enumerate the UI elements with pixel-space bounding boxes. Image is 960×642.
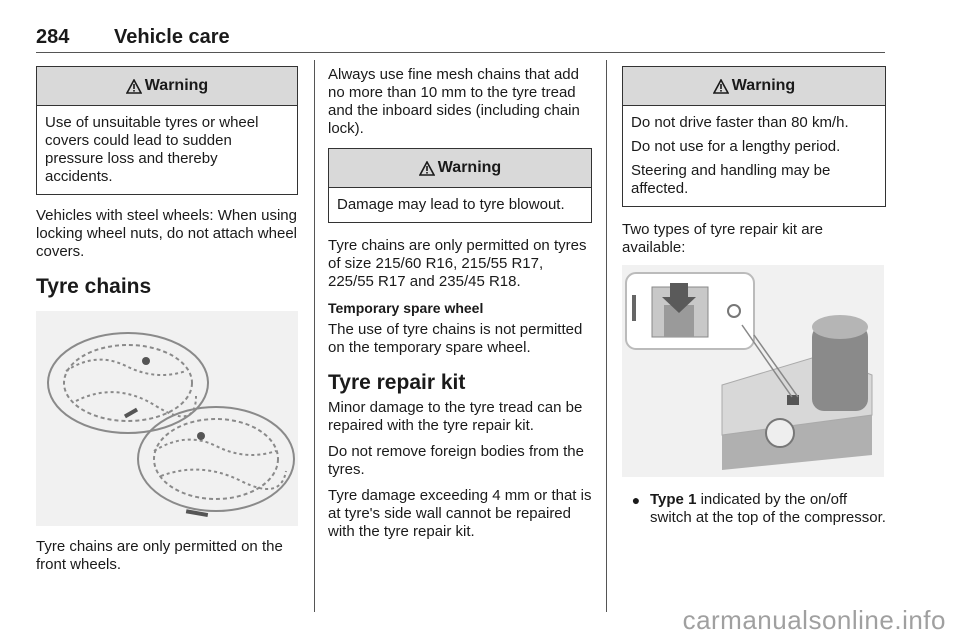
column-2 <box>328 66 592 549</box>
list-item-type-1 <box>622 491 886 527</box>
warning-header <box>37 67 297 106</box>
repair-kit-text-3: Tyre damage exceeding 4 mm or that is at tyre's side wall cannot be repaired with the tyre repair kit. <box>328 487 592 540</box>
temporary-spare-wheel-subhead: Temporary spare wheel <box>328 300 484 316</box>
warning-triangle-icon <box>419 161 435 176</box>
warning-line-speed: Do not drive faster than 80 km/h. <box>631 114 849 131</box>
watermark: carmanualsonline.info <box>682 605 946 635</box>
warning-body: Damage may lead to tyre blowout. <box>337 196 565 213</box>
repair-kit-types-text: Two types of tyre repair kit are available: <box>622 221 823 256</box>
chain-sizes-text: Tyre chains are only permitted on tyres of size 215/60 R16, 215/55 R17, 225/55 R17 and 235/45 R18. <box>328 237 587 290</box>
warning-line-duration: Do not use for a lengthy period. <box>631 138 841 155</box>
column-1 <box>36 66 298 582</box>
page-number: 284 <box>36 26 70 48</box>
repair-kit-text-1: Minor damage to the tyre tread can be repaired with the tyre repair kit. <box>328 399 583 434</box>
column-divider-2 <box>606 60 607 612</box>
mesh-chains-text: Always use fine mesh chains that add no more than 10 mm to the tyre tread and the inboard sides (including chain lock). <box>328 66 580 137</box>
warning-triangle-icon <box>713 79 729 94</box>
warning-title: Warning <box>144 77 209 94</box>
chapter-title: Vehicle care <box>114 26 230 48</box>
tyre-chains-illustration <box>36 311 298 526</box>
warning-body <box>623 106 885 206</box>
compressor-illustration <box>622 265 884 477</box>
type-1-label: Type 1 <box>650 491 697 508</box>
warning-box-speed <box>622 66 886 207</box>
page-header <box>36 26 885 53</box>
warning-line-handling: Steering and handling may be affected. <box>631 162 831 197</box>
compressor-drawing <box>622 265 884 477</box>
warning-title: Warning <box>437 159 502 176</box>
warning-header <box>623 67 885 106</box>
warning-header <box>329 149 591 188</box>
column-divider-1 <box>314 60 315 612</box>
tyre-chains-drawing <box>36 311 298 526</box>
warning-title: Warning <box>731 77 796 94</box>
tyre-repair-kit-heading: Tyre repair kit <box>328 371 466 394</box>
chains-front-wheels-text: Tyre chains are only permitted on the front wheels. <box>36 538 283 573</box>
bullet-icon: ● <box>631 492 641 508</box>
tyre-chains-heading: Tyre chains <box>36 275 152 298</box>
bullet-text <box>650 491 886 527</box>
warning-box-blowout <box>328 148 592 223</box>
repair-kit-text-2: Do not remove foreign bodies from the tyres. <box>328 443 584 478</box>
steel-wheels-text: Vehicles with steel wheels: When using locking wheel nuts, do not attach wheel covers. <box>36 207 297 260</box>
column-3 <box>622 66 886 527</box>
warning-box-unsuitable-tyres <box>36 66 298 195</box>
warning-body: Use of unsuitable tyres or wheel covers could lead to sudden pressure loss and thereby accidents. <box>45 114 259 185</box>
spare-wheel-text: The use of tyre chains is not permitted on the temporary spare wheel. <box>328 321 583 356</box>
warning-triangle-icon <box>126 79 142 94</box>
type-1-description: indicated by the on/off switch at the top of the compressor. <box>650 491 886 526</box>
